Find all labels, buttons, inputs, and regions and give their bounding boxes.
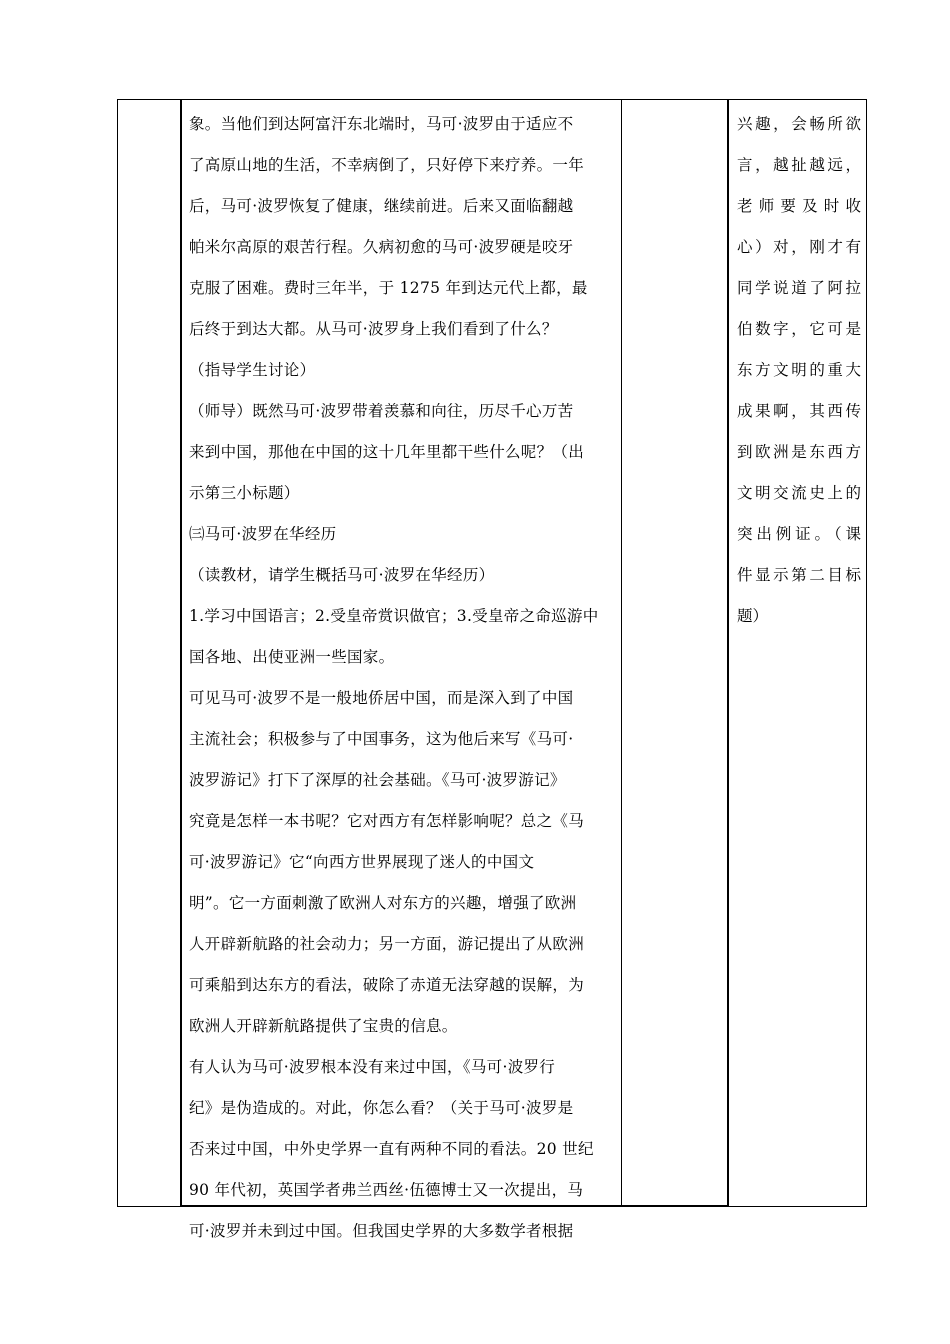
text-line: 波罗游记》打下了深厚的社会基础。《马可·波罗游记》 [189,771,566,789]
side-note-line: 突出例证。（课 [737,525,861,543]
text-line: 后终于到达大都。从马可·波罗身上我们看到了什么？ [189,320,558,338]
side-note-line: 文明交流史上的 [737,484,861,502]
text-line: 了高原山地的生活，不幸病倒了，只好停下来疗养。一年 [189,156,585,174]
side-note-line: 东方文明的重大 [737,361,861,379]
side-note-line: 件显示第二目标 [737,566,861,584]
text-line: 可乘船到达东方的看法，破除了赤道无法穿越的误解，为 [189,976,585,994]
text-line: （指导学生讨论） [189,361,316,379]
text-line: 1.学习中国语言；2.受皇帝赏识做官；3.受皇帝之命巡游中 [189,607,599,625]
side-note-line: 兴趣，会畅所欲 [737,115,861,133]
text-line: 欧洲人开辟新航路提供了宝贵的信息。 [189,1017,458,1035]
text-line: 人开辟新航路的社会动力；另一方面，游记提出了从欧洲 [189,935,585,953]
table-border-left [117,99,118,1207]
text-line: 可·波罗游记》它“向西方世界展现了迷人的中国文 [189,853,535,871]
text-line: 来到中国，那他在中国的这十几年里都干些什么呢？（出 [189,443,585,461]
table-column-divider-2 [621,99,622,1207]
text-line: 可·波罗并未到过中国。但我国史学界的大多数学者根据 [189,1222,574,1240]
table-column-divider-1 [180,99,182,1207]
text-line: 示第三小标题） [189,484,300,502]
table-top-border [117,99,867,100]
design-notes-cell [737,104,861,637]
text-line: 否来过中国，中外史学界一直有两种不同的看法。20 世纪 [189,1140,594,1158]
paragraph [189,1047,613,1252]
text-line: 克服了困难。费时三年半，于 1275 年到达元代上都，最 [189,279,588,297]
table-column-divider-3 [727,99,729,1207]
paragraph [189,391,613,514]
text-line: 帕米尔高原的艰苦行程。久病初愈的马可·波罗硬是咬牙 [189,238,574,256]
side-note-line: 题） [737,607,769,625]
side-note-line: 同学说道了阿拉 [737,279,861,297]
text-line: 主流社会；积极参与了中国事务，这为他后来写《马可· [189,730,574,748]
side-note-line: 心）对，刚才有 [737,238,861,256]
text-line: 后，马可·波罗恢复了健康，继续前进。后来又面临翻越 [189,197,574,215]
side-note-line: 到欧洲是东西方 [737,443,861,461]
paragraph [189,350,613,391]
table-border-right [866,99,867,1207]
text-line: （读教材，请学生概括马可·波罗在华经历） [189,566,495,584]
text-line: 纪》是伪造成的。对此，你怎么看？（关于马可·波罗是 [189,1099,574,1117]
text-line: 国各地、出使亚洲一些国家。 [189,648,395,666]
side-note-line: 成果啊，其西传 [737,402,861,420]
side-note-line: 老师要及时收 [737,197,861,215]
side-note-line: 伯数字，它可是 [737,320,861,338]
text-line: 有人认为马可·波罗根本没有来过中国，《马可·波罗行 [189,1058,556,1076]
paragraph [189,596,613,678]
side-note-line: 言，越扯越远， [737,156,861,174]
text-line: 可见马可·波罗不是一般地侨居中国，而是深入到了中国 [189,689,574,707]
text-line: 象。当他们到达阿富汗东北端时，马可·波罗由于适应不 [189,115,574,133]
paragraph [189,104,613,350]
paragraph [189,555,613,596]
text-line: 究竟是怎样一本书呢？它对西方有怎样影响呢？总之《马 [189,812,585,830]
text-line: 90 年代初，英国学者弗兰西丝·伍德博士又一次提出，马 [189,1181,584,1199]
text-line: 明”。它一方面刺激了欧洲人对东方的兴趣，增强了欧洲 [189,894,577,912]
paragraph [189,678,613,1047]
text-line: （师导）既然马可·波罗带着羡慕和向往，历尽千心万苦 [189,402,574,420]
paragraph [189,514,613,555]
teaching-process-cell [189,104,613,1252]
text-line: ㈢马可·波罗在华经历 [189,525,337,543]
